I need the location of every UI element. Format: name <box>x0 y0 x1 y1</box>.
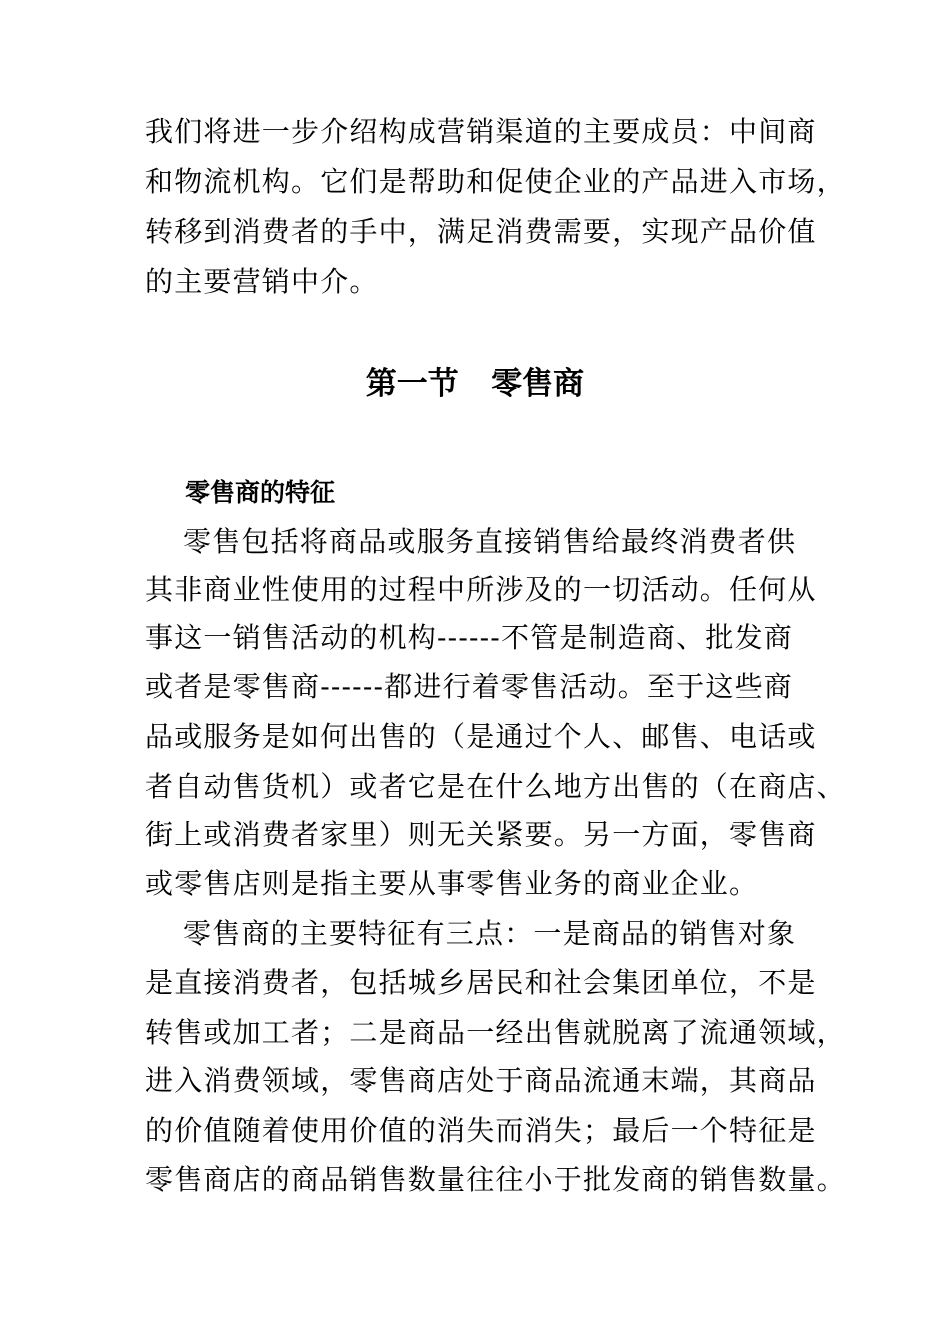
paragraph-line: 者自动售货机）或者它是在什么地方出售的（在商店、 <box>145 770 846 803</box>
paragraph-line: 或者是零售商------都进行着零售活动。至于这些商 <box>145 670 793 703</box>
intro-line: 转移到消费者的手中，满足消费需要，实现产品价值 <box>145 215 817 248</box>
intro-line: 和物流机构。它们是帮助和促使企业的产品进入市场， <box>145 165 846 198</box>
paragraph-line: 是直接消费者，包括城乡居民和社会集团单位，不是 <box>145 966 817 999</box>
intro-line: 的主要营销中介。 <box>145 265 379 298</box>
paragraph-line: 其非商业性使用的过程中所涉及的一切活动。任何从 <box>145 573 817 606</box>
paragraph-line: 零售包括将商品或服务直接销售给最终消费者供 <box>183 525 797 558</box>
paragraph-line: 的价值随着使用价值的消失而消失；最后一个特征是 <box>145 1114 817 1147</box>
subsection-title: 零售商的特征 <box>185 478 336 507</box>
paragraph-line: 零售商店的商品销售数量往往小于批发商的销售数量。 <box>145 1163 846 1196</box>
paragraph-line: 转售或加工者；二是商品一经出售就脱离了流通领域， <box>145 1016 846 1049</box>
paragraph-line: 事这一销售活动的机构------不管是制造商、批发商 <box>145 621 793 654</box>
intro-line: 我们将进一步介绍构成营销渠道的主要成员：中间商 <box>145 115 817 148</box>
paragraph-line: 或零售店则是指主要从事零售业务的商业企业。 <box>145 867 759 900</box>
paragraph-line: 街上或消费者家里）则无关紧要。另一方面，零售商 <box>145 818 817 851</box>
paragraph-line: 零售商的主要特征有三点：一是商品的销售对象 <box>183 917 797 950</box>
section-title: 第一节 零售商 <box>365 366 585 402</box>
paragraph-line: 进入消费领域，零售商店处于商品流通末端，其商品 <box>145 1064 817 1097</box>
paragraph-line: 品或服务是如何出售的（是通过个人、邮售、电话或 <box>145 720 817 753</box>
